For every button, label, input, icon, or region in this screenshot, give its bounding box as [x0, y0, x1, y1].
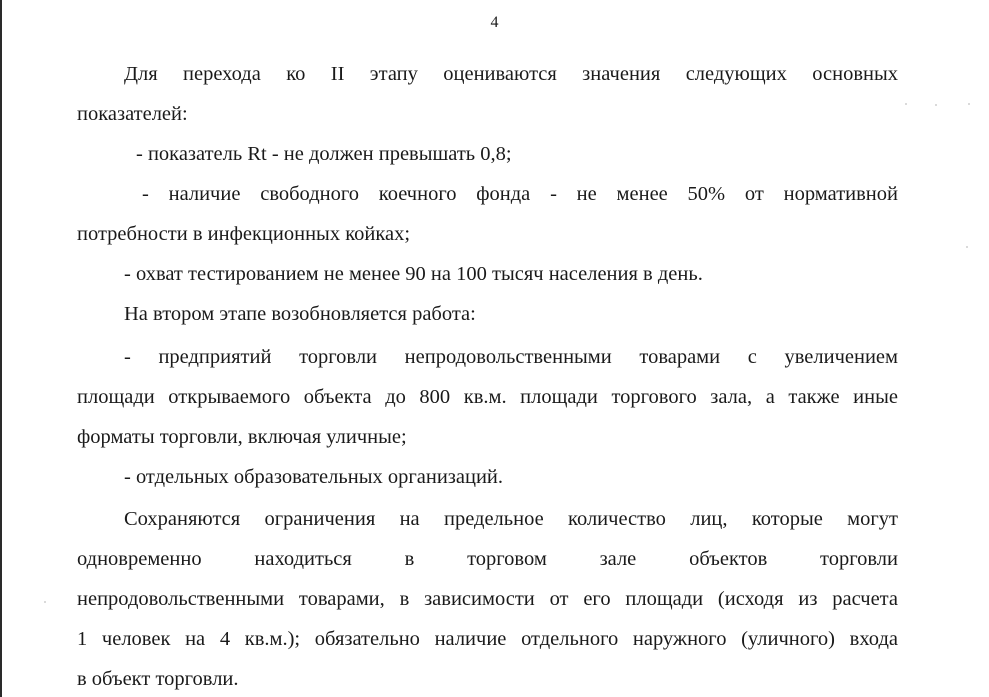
text-line-7: На втором этапе возобновляется работа: [124, 303, 476, 325]
text-line-12: Сохраняются ограничения на предельное количество лиц, которые могут [124, 508, 898, 530]
text-line-4: - наличие свободного коечного фонда - не менее 50% от нормативной [142, 183, 898, 205]
scan-speck [935, 104, 937, 106]
page-number: 4 [490, 14, 499, 31]
scan-speck [966, 246, 968, 248]
scan-speck [968, 103, 970, 105]
scan-speck [905, 103, 907, 105]
text-line-6: - охват тестированием не менее 90 на 100 тысяч населения в день. [124, 263, 703, 285]
text-line-9: площади открываемого объекта до 800 кв.м. площади торгового зала, а также иные [77, 386, 898, 408]
text-line-3: - показатель Rt - не должен превышать 0,8; [136, 143, 512, 165]
text-line-8: - предприятий торговли непродовольственными товарами с увеличением [124, 346, 898, 368]
scan-speck [44, 601, 46, 603]
text-line-16: в объект торговли. [77, 668, 239, 690]
text-line-11: - отдельных образовательных организаций. [124, 466, 504, 488]
text-line-15: 1 человек на 4 кв.м.); обязательно наличие отдельного наружного (уличного) входа [77, 628, 898, 650]
text-line-10: форматы торговли, включая уличные; [77, 426, 407, 448]
text-line-14: непродовольственными товарами, в зависимости от его площади (исходя из расчета [77, 588, 898, 610]
text-line-5: потребности в инфекционных койках; [77, 223, 411, 245]
text-line-13: одновременно находиться в торговом зале объектов торговли [77, 548, 898, 570]
text-line-2: показателей: [77, 103, 188, 125]
text-line-1: Для перехода ко II этапу оцениваются значения следующих основных [124, 63, 898, 85]
page-left-border [0, 0, 2, 697]
